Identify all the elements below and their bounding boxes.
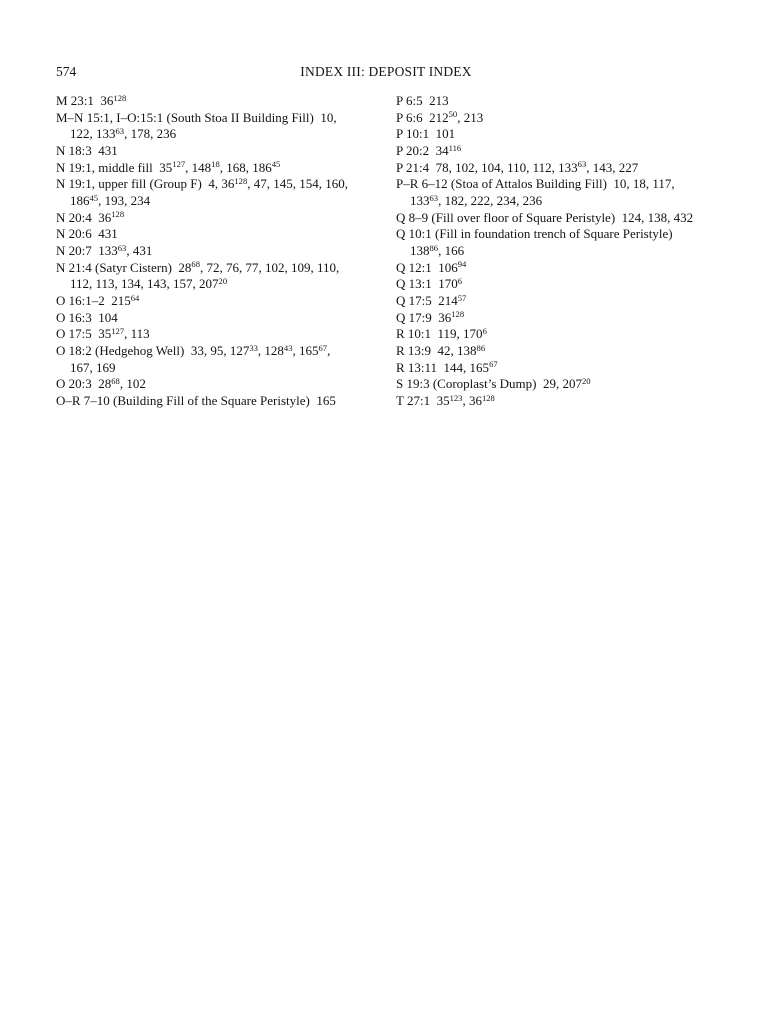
entry-line [396,110,736,127]
footnote-reference: 94 [457,259,467,270]
footnote-reference: 128 [234,176,248,186]
footnote-reference: 86 [476,342,486,353]
footnote-reference: 63 [577,159,587,170]
index-entry [396,276,736,293]
footnote-reference: 67 [318,342,328,353]
footnote-reference: 20 [218,275,228,286]
entry-line [56,226,388,243]
entry-line [396,210,736,227]
index-entry [56,310,388,327]
footnote-reference: 43 [283,342,293,353]
entry-line [56,260,388,277]
entry-text: M 23:1 36 [56,93,114,108]
index-entry [56,143,388,160]
entry-line [396,126,736,143]
entry-text: , 165 [292,342,319,358]
index-entry [396,293,736,310]
footnote-reference: 45 [271,159,281,170]
entry-continuation-line [56,276,388,293]
index-entry [56,93,388,110]
footnote-reference: 63 [117,242,127,253]
index-entry [56,293,388,310]
index-column-right [396,93,736,409]
entry-text: , 168, 186 [219,159,272,175]
entry-text: O 17:5 35 [56,326,112,342]
entry-line [56,326,388,343]
entry-text: , 72, 76, 77, 102, 109, 110, [199,259,340,275]
entry-text: 167, 169 [70,359,116,375]
entry-text: , 47, 145, 154, 160, [247,176,348,192]
entry-text: S 19:3 (Coroplast’s Dump) 29, 207 [396,376,582,392]
index-entry [56,226,388,243]
footnote-reference: 68 [191,259,200,270]
entry-text: 186 [70,192,90,208]
footnote-reference: 68 [111,375,120,386]
entry-text: N 20:4 36 [56,209,112,225]
footnote-reference: 6 [457,275,463,286]
entry-line [396,393,736,410]
index-entry [56,210,388,227]
entry-text: , 148 [185,159,212,175]
footnote-reference: 128 [111,209,125,220]
entry-text: R 10:1 119, 170 [396,326,483,342]
entry-text: Q 12:1 106 [396,259,458,275]
index-entry [56,393,388,410]
index-entry [56,176,388,209]
index-entry [396,176,736,209]
running-head [56,63,716,81]
entry-text: 138 [410,242,430,258]
index-entry [396,160,736,177]
entry-text: , 113 [124,326,150,342]
footnote-reference: 86 [429,242,439,253]
entry-text: , 143, 227 [586,159,639,175]
entry-text: Q 8–9 (Fill over floor of Square Peristyle) 124, 138, 432 [396,209,694,225]
entry-text: , 166 [438,242,465,258]
entry-line [396,343,736,360]
entry-text: , 431 [126,242,153,258]
entry-continuation-line [56,360,388,377]
entry-text: P 10:1 101 [396,126,456,142]
entry-line [56,143,388,160]
entry-line [396,276,736,293]
footnote-reference: 57 [457,292,467,303]
entry-line [396,160,736,177]
entry-text: , 193, 234 [98,192,151,208]
footnote-reference: 128 [451,309,465,320]
footnote-reference: 63 [115,126,125,137]
entry-text: Q 13:1 170 [396,276,458,292]
entry-text: O 20:3 28 [56,376,112,392]
index-entry [396,226,736,259]
entry-line [396,310,736,327]
footnote-reference: 67 [489,359,498,370]
entry-text: Q 17:5 214 [396,292,458,308]
entry-text: 133 [410,192,430,208]
entry-text: Q 10:1 (Fill in foundation trench of Square Peristyle) [396,226,673,242]
running-title: INDEX III: DEPOSIT INDEX [300,64,472,79]
index-entry [396,326,736,343]
entry-text: O 16:1–2 215 [56,292,131,308]
entry-line [56,110,388,127]
entry-continuation-line [396,243,736,260]
entry-text: , 128 [257,342,284,358]
entry-text: O–R 7–10 (Building Fill of the Square Peristyle) 165 [56,392,336,408]
entry-text: , [327,342,331,358]
entry-text: , 213 [457,109,484,125]
entry-line [396,93,736,110]
entry-text: O 16:3 104 [56,309,118,325]
entry-text: , 178, 236 [124,126,177,142]
entry-continuation-line [396,193,736,210]
entry-line [56,93,388,110]
index-entry [56,110,388,143]
entry-text: Q 17:9 36 [396,309,452,325]
entry-text: N 20:7 133 [56,242,118,258]
footnote-reference: 123 [449,392,463,403]
entry-text: N 21:4 (Satyr Cistern) 28 [56,259,192,275]
index-entry [56,160,388,177]
entry-text: P 6:6 212 [396,109,449,125]
index-entry [56,376,388,393]
footnote-reference: 128 [113,92,127,103]
footnote-reference: 20 [581,375,591,386]
entry-continuation-line [56,126,388,143]
index-entry [56,326,388,343]
entry-text: 112, 113, 134, 143, 157, 207 [70,276,219,292]
entry-text: O 18:2 (Hedgehog Well) 33, 95, 127 [56,342,250,358]
entry-continuation-line [56,193,388,210]
footnote-reference: 63 [429,192,439,203]
index-entry [56,243,388,260]
entry-line [56,293,388,310]
entry-line [56,343,388,360]
entry-text: , 182, 222, 234, 236 [438,192,543,208]
index-entry [56,343,388,376]
index-entry [396,360,736,377]
index-column-left [56,93,388,409]
footnote-reference: 33 [249,342,258,353]
index-entry [396,126,736,143]
entry-line [396,293,736,310]
entry-line [56,176,388,193]
index-entry [396,343,736,360]
footnote-reference: 45 [89,192,99,203]
entry-text: T 27:1 35 [396,392,450,408]
entry-line [56,160,388,177]
index-entry [396,110,736,127]
entry-line [56,310,388,327]
index-entry [396,260,736,277]
footnote-reference: 128 [481,392,495,403]
entry-text: N 19:1, upper fill (Group F) 4, 36 [56,176,235,192]
entry-text: P 21:4 78, 102, 104, 110, 112, 133 [396,159,578,175]
entry-text: N 18:3 431 [56,142,118,158]
footnote-reference: 6 [482,325,487,336]
footnote-reference: 127 [172,159,186,170]
entry-text: 122, 133 [70,126,116,142]
entry-line [56,393,388,410]
index-entry [396,393,736,410]
footnote-reference: 18 [211,159,220,170]
index-entry [396,210,736,227]
footnote-reference: 64 [130,292,140,303]
entry-text: P 20:2 34 [396,142,449,158]
entry-line [396,176,736,193]
index-entry [396,143,736,160]
entry-text: R 13:9 42, 138 [396,342,477,358]
index-entry [396,376,736,393]
entry-text: N 20:6 431 [56,226,118,242]
index-entry [396,310,736,327]
entry-line [396,376,736,393]
entry-line [396,226,736,243]
entry-line [396,326,736,343]
footnote-reference: 127 [111,325,125,336]
entry-line [396,360,736,377]
entry-text: , 102 [119,376,146,392]
entry-line [56,243,388,260]
footnote-reference: 50 [448,109,458,120]
entry-text: P–R 6–12 (Stoa of Attalos Building Fill) 10, 18, 117, [396,176,675,192]
entry-text: P 6:5 213 [396,93,449,108]
entry-line [396,143,736,160]
entry-line [56,210,388,227]
footnote-reference: 116 [448,142,462,153]
entry-line [396,260,736,277]
index-entry [56,260,388,293]
entry-line [56,376,388,393]
index-entry [396,93,736,110]
entry-text: , 36 [462,392,482,408]
entry-text: M–N 15:1, I–O:15:1 (South Stoa II Building Fill) 10, [56,109,337,125]
page-number: 574 [56,64,77,79]
entry-text: R 13:11 144, 165 [396,359,490,375]
entry-text: N 19:1, middle fill 35 [56,159,173,175]
